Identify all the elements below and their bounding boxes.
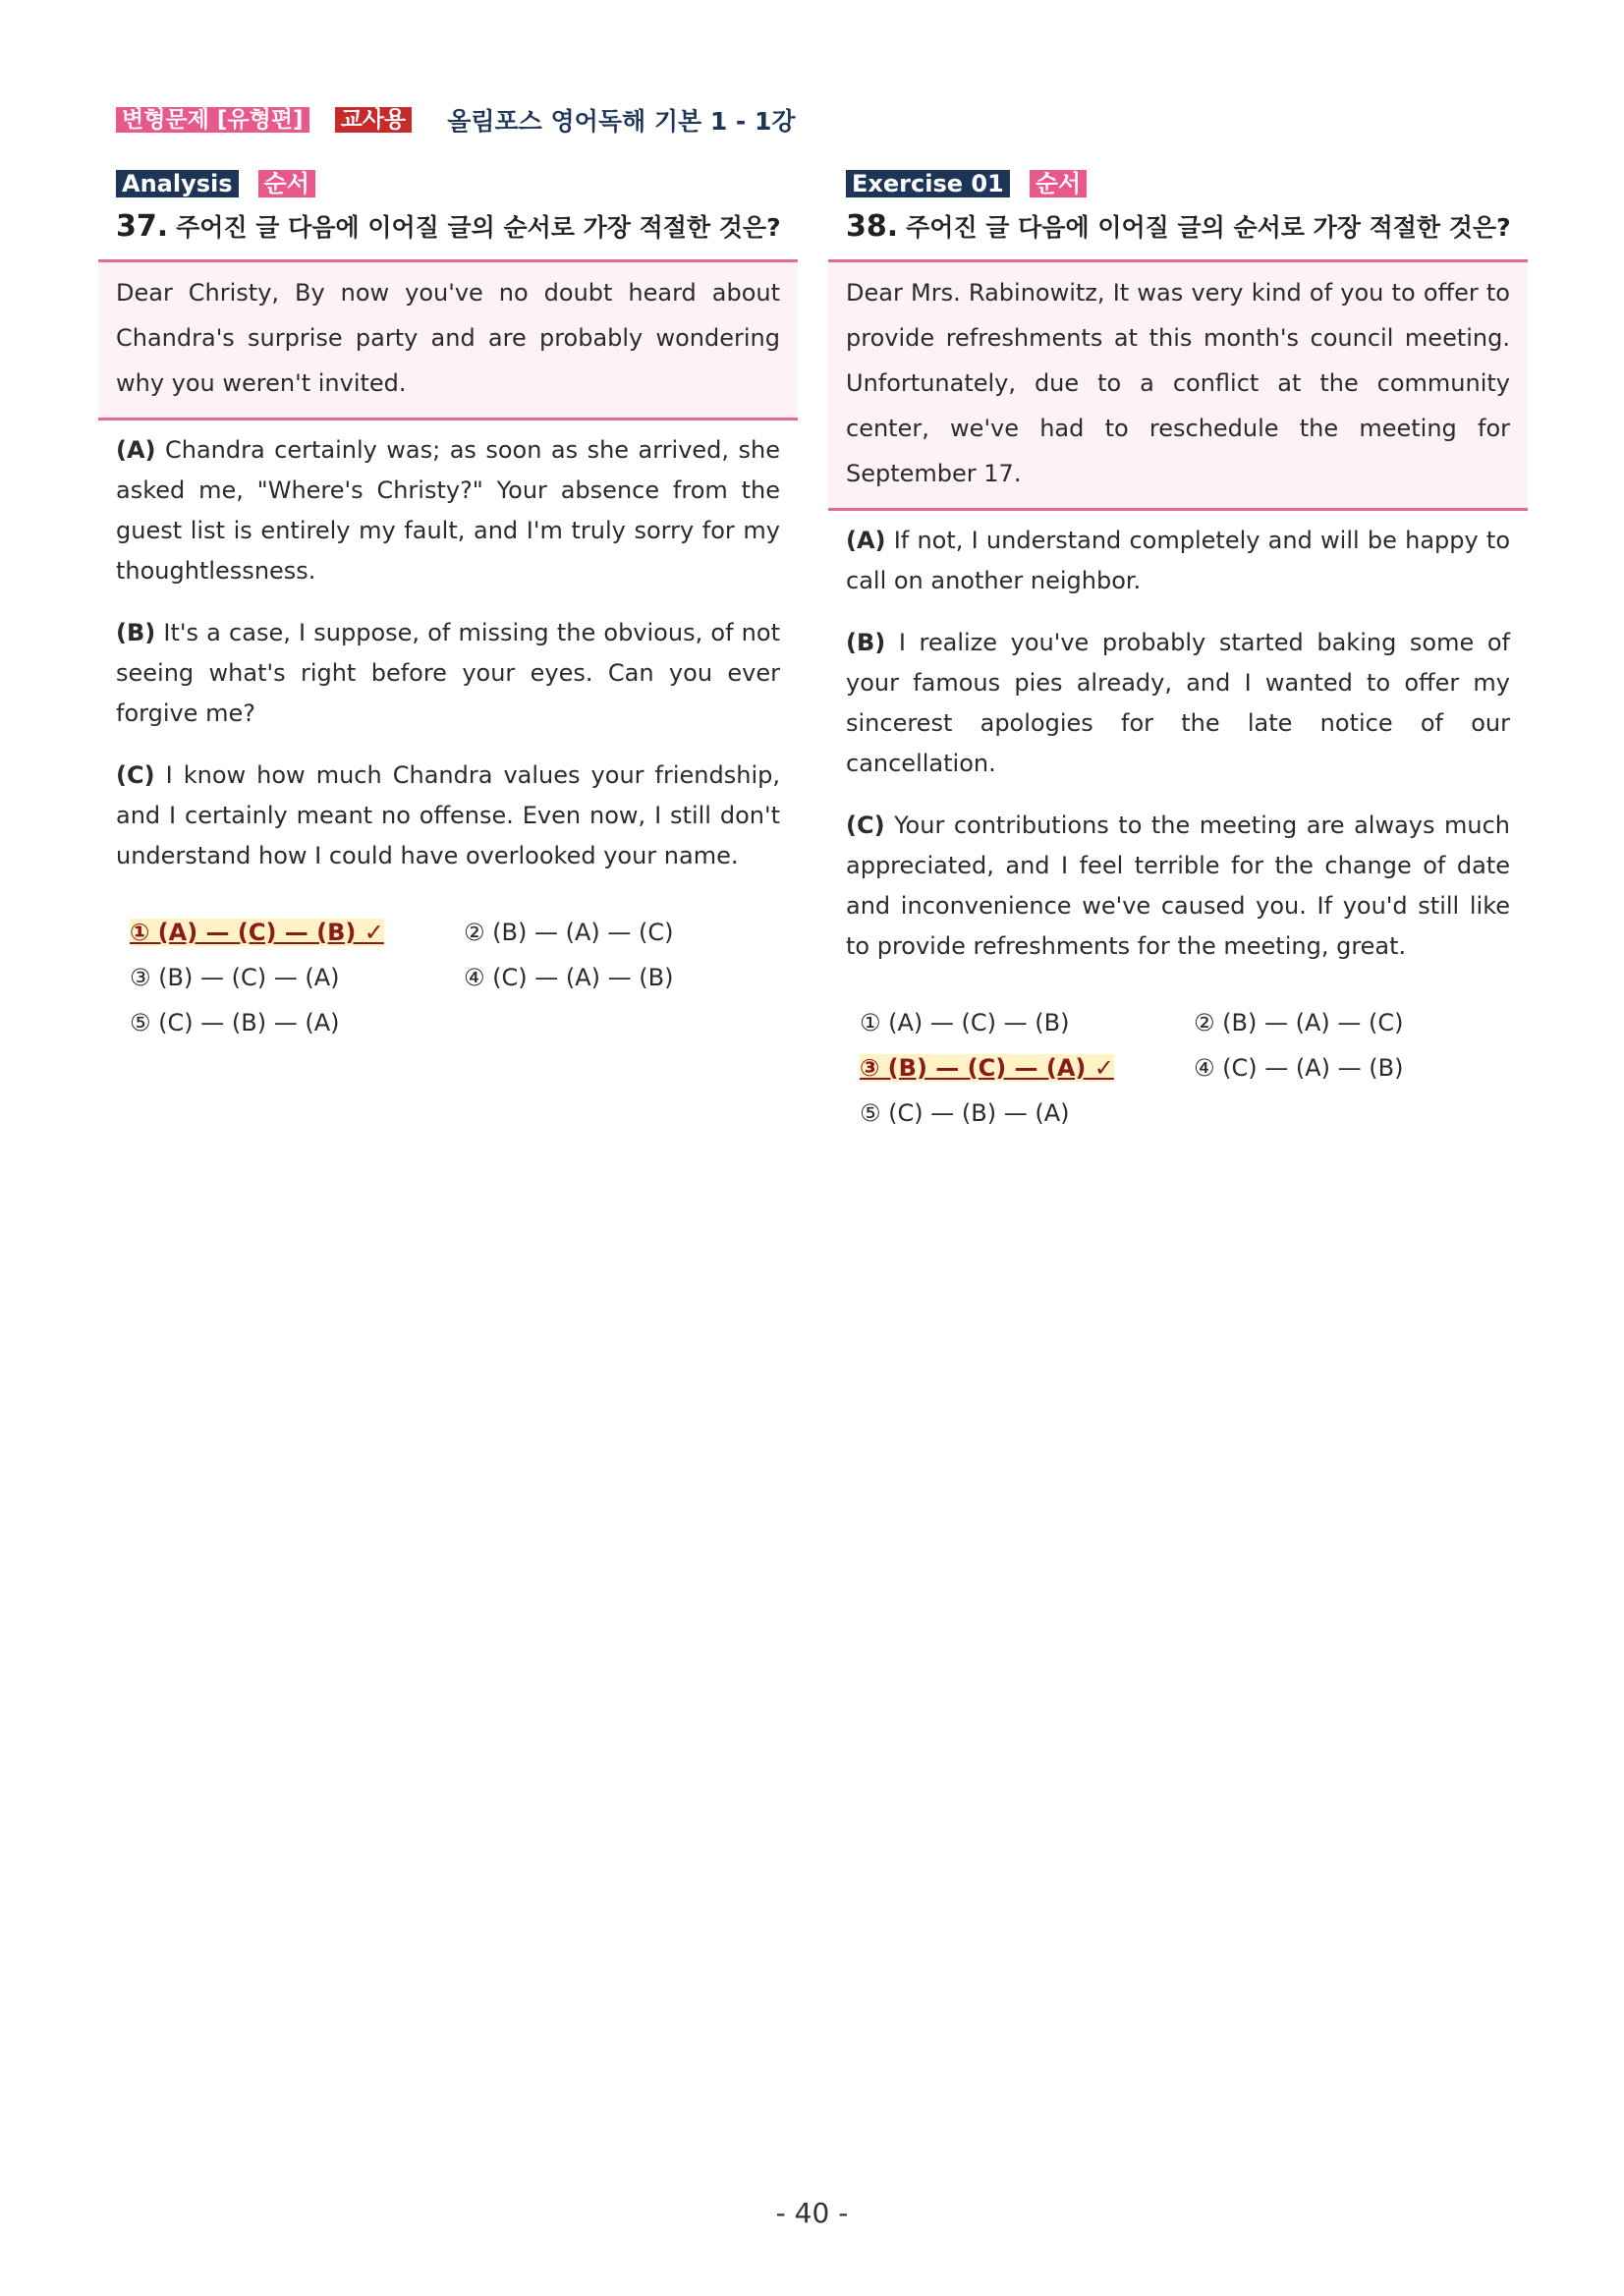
choice-4[interactable]: ④ (C) — (A) — (B)	[1194, 1054, 1404, 1082]
answer-choices	[98, 910, 798, 1045]
choice-1[interactable]: ① (A) — (C) — (B)	[860, 1009, 1070, 1036]
order-label: 순서	[1030, 170, 1087, 197]
question-38	[828, 169, 1528, 1136]
question-number: 38.	[846, 209, 899, 244]
choice-3[interactable]: ③ (B) — (C) — (A)	[130, 964, 340, 991]
variant-tag: 변형문제 [유형편]	[116, 107, 309, 133]
page-title: 올림포스 영어독해 기본 1 - 1강	[447, 107, 796, 136]
paragraph-a: (A) If not, I understand completely and will be happy to call on another neighbor.	[846, 527, 1510, 594]
question-title	[98, 208, 798, 244]
given-passage: Dear Christy, By now you've no doubt heard about Chandra's surprise party and are probably wondering why you weren't invited.	[98, 259, 798, 420]
paragraph-b: (B) I realize you've probably started baking some of your famous pies already, and I wanted to offer my sincerest apologies for the late notice of our cancellation.	[846, 629, 1510, 777]
analysis-label: Analysis	[116, 170, 239, 197]
choice-5[interactable]: ⑤ (C) — (B) — (A)	[130, 1009, 340, 1036]
page-number: - 40 -	[775, 2197, 849, 2229]
page-header	[116, 104, 796, 136]
exercise-label: Exercise 01	[846, 170, 1010, 197]
answer-choices	[828, 1000, 1528, 1136]
choice-4[interactable]: ④ (C) — (A) — (B)	[464, 964, 674, 991]
question-text: 주어진 글 다음에 이어질 글의 순서로 가장 적절한 것은?	[176, 213, 781, 242]
paragraph-c: (C) I know how much Chandra values your friendship, and I certainly meant no offense. Even now, I still don't understand how I could have overlooked your name.	[116, 761, 780, 869]
question-title	[828, 208, 1528, 244]
paragraph-a: (A) Chandra certainly was; as soon as she arrived, she asked me, "Where's Christy?" Your absence from the guest list is entirely my fault, and I'm truly sorry for my thoughtlessness.	[116, 436, 780, 585]
question-number: 37.	[116, 209, 169, 244]
question-text: 주어진 글 다음에 이어질 글의 순서로 가장 적절한 것은?	[906, 213, 1511, 242]
paragraph-b: (B) It's a case, I suppose, of missing the obvious, of not seeing what's right before your eyes. Can you ever forgive me?	[116, 619, 780, 727]
question-labels	[98, 169, 798, 198]
choice-2[interactable]: ② (B) — (A) — (C)	[464, 919, 674, 946]
order-label: 순서	[258, 170, 315, 197]
question-37	[98, 169, 798, 1045]
question-labels	[828, 169, 1528, 198]
choice-1[interactable]: ① (A) — (C) — (B) ✓	[130, 919, 384, 946]
paragraph-c: (C) Your contributions to the meeting are always much appreciated, and I feel terrible for the change of date and inconvenience we've caused you. If you'd still like to provide refreshments for the meeting, great.	[846, 812, 1510, 960]
given-passage: Dear Mrs. Rabinowitz, It was very kind of you to offer to provide refreshments at this month's council meeting. Unfortunately, due to a conflict at the community center, we've had to reschedule the meeting for September 17.	[828, 259, 1528, 511]
choice-5[interactable]: ⑤ (C) — (B) — (A)	[860, 1099, 1070, 1127]
teacher-tag: 교사용	[335, 107, 413, 133]
choice-2[interactable]: ② (B) — (A) — (C)	[1194, 1009, 1404, 1036]
choice-3[interactable]: ③ (B) — (C) — (A) ✓	[860, 1054, 1114, 1082]
